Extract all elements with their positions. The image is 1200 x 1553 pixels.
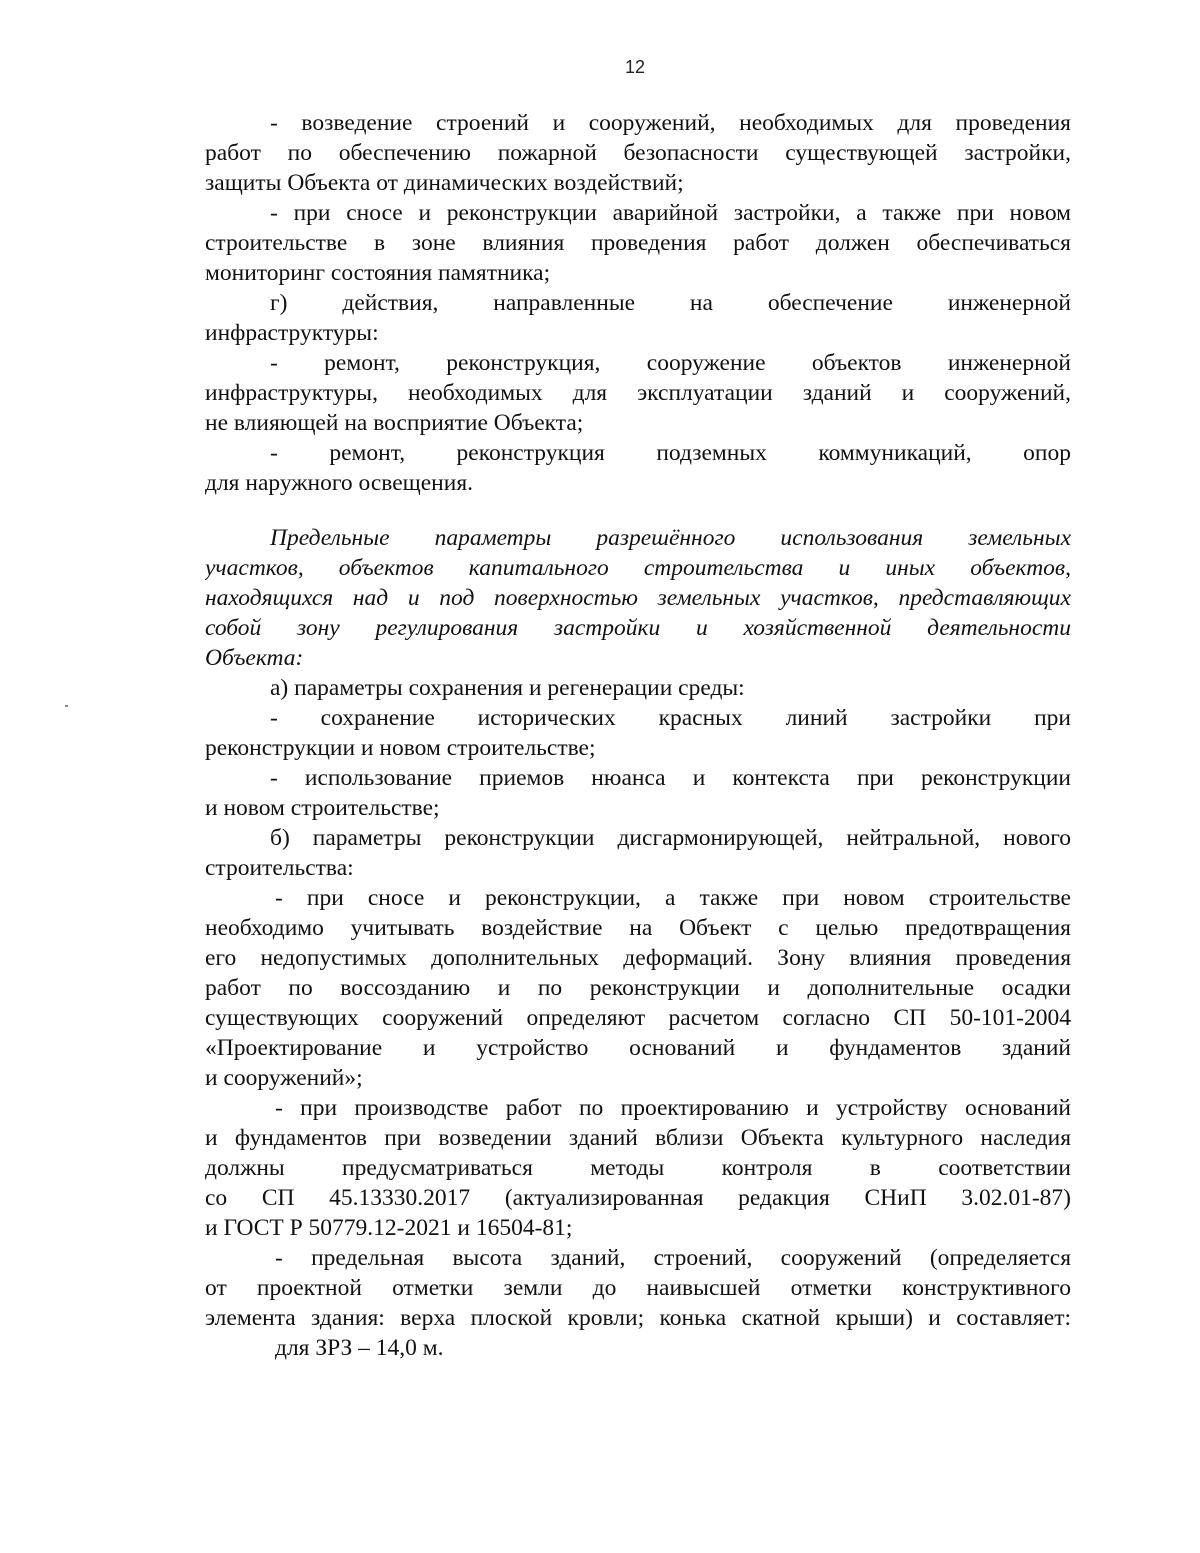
text-line: а) параметры сохранения и регенерации среды: [270, 675, 745, 701]
text-line: не влияющей на восприятие Объекта; [205, 410, 584, 436]
text-line: - при сносе и реконструкции аварийной застройки, а также при новом [270, 200, 1071, 226]
section-heading-line: Объекта: [205, 645, 304, 671]
text-line: элемента здания: верха плоской кровли; конька скатной крыши) и составляет: [205, 1305, 1071, 1331]
text-line: - использование приемов нюанса и контекста при реконструкции [270, 765, 1071, 791]
text-line: от проектной отметки земли до наивысшей отметки конструктивного [205, 1275, 1071, 1301]
text-line: - при сносе и реконструкции, а также при новом строительстве [275, 885, 1071, 911]
text-line: - при производстве работ по проектированию и устройству оснований [275, 1095, 1071, 1121]
text-line: для наружного освещения. [205, 470, 474, 496]
text-line: - ремонт, реконструкция подземных коммуникаций, опор [270, 440, 1071, 466]
text-line: со СП 45.13330.2017 (актуализированная редакция СНиП 3.02.01-87) [205, 1185, 1071, 1211]
section-heading-line: собой зону регулирования застройки и хозяйственной деятельности [205, 615, 1071, 641]
text-block-permitted-works [205, 108, 1071, 498]
text-line: б) параметры реконструкции дисгармонирующей, нейтральной, нового [270, 825, 1071, 851]
text-line: - предельная высота зданий, строений, сооружений (определяется [275, 1245, 1071, 1271]
text-line: и сооружений»; [205, 1065, 363, 1091]
text-line: - сохранение исторических красных линий застройки при [270, 705, 1071, 731]
text-line: г) действия, направленные на обеспечение инженерной [270, 290, 1071, 316]
scan-mark [65, 705, 68, 707]
text-line: существующих сооружений определяют расчетом согласно СП 50-101-2004 [205, 1005, 1071, 1031]
text-line: инфраструктуры, необходимых для эксплуатации зданий и сооружений, [205, 380, 1071, 406]
text-line: инфраструктуры: [205, 320, 379, 346]
text-line: строительстве в зоне влияния проведения работ должен обеспечиваться [205, 230, 1071, 256]
section-heading-line: находящихся над и под поверхностью земельных участков, представляющих [205, 585, 1071, 611]
page-number: 12 [624, 57, 646, 77]
text-line: - ремонт, реконструкция, сооружение объектов инженерной [270, 350, 1071, 376]
text-line: «Проектирование и устройство оснований и фундаментов зданий [205, 1035, 1071, 1061]
text-block-limit-parameters [205, 523, 1071, 1363]
text-line: его недопустимых дополнительных деформаций. Зону влияния проведения [205, 945, 1071, 971]
text-line: и новом строительстве; [205, 795, 440, 821]
text-line: строительства: [205, 855, 354, 881]
text-line: реконструкции и новом строительстве; [205, 735, 596, 761]
text-line: для ЗРЗ – 14,0 м. [275, 1335, 444, 1361]
text-line: необходимо учитывать воздействие на Объект с целью предотвращения [205, 915, 1071, 941]
text-line: работ по обеспечению пожарной безопасности существующей застройки, [205, 140, 1071, 166]
text-line: - возведение строений и сооружений, необходимых для проведения [270, 110, 1071, 136]
text-line: и ГОСТ Р 50779.12-2021 и 16504-81; [205, 1215, 573, 1241]
text-line: должны предусматриваться методы контроля в соответствии [205, 1155, 1071, 1181]
section-heading-line: участков, объектов капитального строительства и иных объектов, [205, 555, 1071, 581]
text-line: работ по воссозданию и по реконструкции и дополнительные осадки [205, 975, 1071, 1001]
section-heading-line: Предельные параметры разрешённого использования земельных [270, 525, 1071, 551]
text-line: мониторинг состояния памятника; [205, 260, 551, 286]
text-line: защиты Объекта от динамических воздействий; [205, 170, 684, 196]
text-line: и фундаментов при возведении зданий вблизи Объекта культурного наследия [205, 1125, 1071, 1151]
